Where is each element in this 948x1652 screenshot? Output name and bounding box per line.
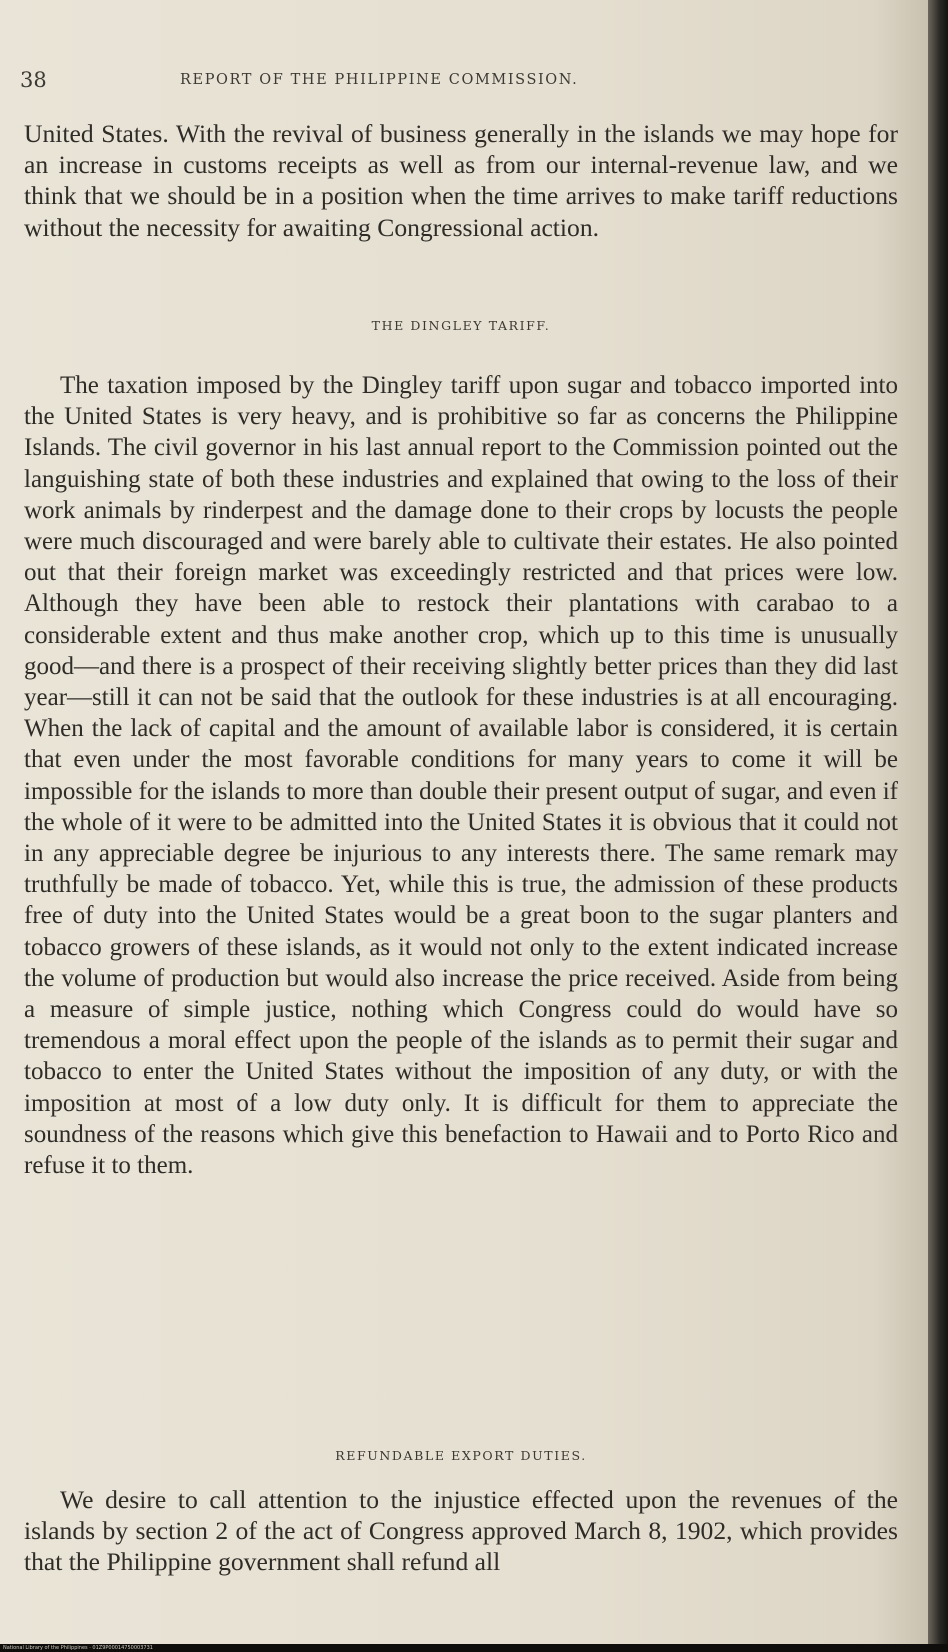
book-gutter xyxy=(928,0,948,1652)
section-heading-dingley-tariff: THE DINGLEY TARIFF. xyxy=(371,318,551,333)
paragraph-refundable-export-duties: We desire to call attention to the injustice effected upon the revenues of the islands by section 2 of the act of Congress approved March 8, 1902, which provides that the Philippine government shall refund all xyxy=(24,1485,898,1577)
section-heading-refundable-export-duties: REFUNDABLE EXPORT DUTIES. xyxy=(335,1448,587,1463)
footer-bar xyxy=(0,1644,948,1652)
paragraph-continuation: United States. With the revival of business generally in the islands we may hope for an increase in customs receipts as well as from our internal-revenue law, and we think that we should be in a position when the time arrives to make tariff reductions without the necessity for awaiting Congressional action. xyxy=(24,119,898,242)
running-title: REPORT OF THE PHILIPPINE COMMISSION. xyxy=(180,72,579,88)
scan-credit: National Library of the Philippines · 01Z9P00014750003731 xyxy=(3,1645,153,1651)
running-head xyxy=(20,68,720,98)
paragraph-dingley-tariff: The taxation imposed by the Dingley tariff upon sugar and tobacco imported into the United States is very heavy, and is prohibitive so far as concerns the Philippine Islands. The civil governor in his last annual report to the Commission pointed out the languishing state of both these industries and explained that owing to the loss of their work animals by rinderpest and the damage done to their crops by locusts the people were much discouraged and were barely able to cultivate their estates. He also pointed out that their foreign market was exceedingly restricted and that prices were low. Although they have been able to restock their plantations with carabao to a considerable extent and thus make another crop, which up to this time is unusually good—and there is a prospect of their receiving slightly better prices than they did last year—still it can not be said that the outlook for these industries is at all encouraging. When the lack of capital and the amount of available labor is considered, it is certain that even under the most favorable conditions for many years to come it will be impossible for the islands to more than double their present output of sugar, and even if the whole of it were to be admitted into the United States it is obvious that it could not in any appreciable degree be injurious to any interests there. The same remark may truthfully be made of tobacco. Yet, while this is true, the admission of these products free of duty into the United States would be a great boon to the sugar planters and tobacco growers of these islands, as it would not only to the extent indicated increase the volume of production but would also increase the price received. Aside from being a measure of simple justice, nothing which Congress could do would have so tremendous a moral effect upon the people of the islands as to permit their sugar and tobacco to enter the United States without the imposition of any duty, or with the imposition at most of a low duty only. It is difficult for them to appreciate the soundness of the reasons which give this benefaction to Hawaii and to Porto Rico and refuse it to them. xyxy=(24,372,898,1180)
page-number: 38 xyxy=(20,68,47,92)
